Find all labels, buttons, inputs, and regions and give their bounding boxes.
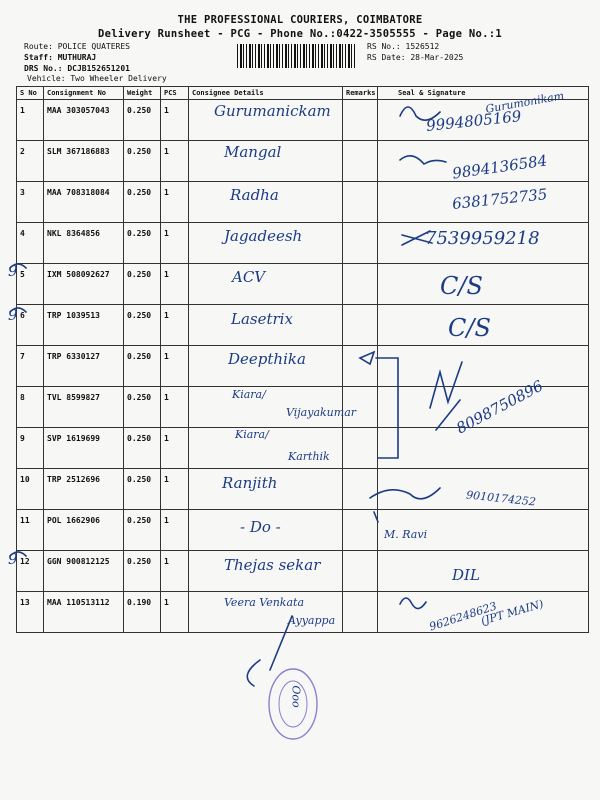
hw-name-8a: Kiara/: [232, 388, 266, 401]
table-row: [17, 510, 589, 551]
table-row: [17, 264, 589, 305]
row-consignment-no: MAA 110513112: [44, 592, 124, 633]
hw-name-12: Thejas sekar: [224, 556, 321, 574]
row-weight: 0.250: [124, 510, 161, 551]
row-pcs: 1: [161, 141, 189, 182]
runsheet-subtitle: Delivery Runsheet - PCG - Phone No.:0422-3505555 - Page No.:1: [98, 28, 502, 40]
row-consignment-no: TRP 6330127: [44, 346, 124, 387]
hw-phone-3: 6381752735: [451, 185, 549, 213]
row-weight: 0.250: [124, 387, 161, 428]
row-consignment-no: MAA 303057043: [44, 100, 124, 141]
row-pcs: 1: [161, 264, 189, 305]
row-signature: [378, 346, 589, 387]
row-pcs: 1: [161, 305, 189, 346]
col-sno: S No: [17, 87, 44, 100]
col-pcs: PCS: [161, 87, 189, 100]
row-remarks: [343, 223, 378, 264]
row-remarks: [343, 551, 378, 592]
row-consignment-no: TRP 1039513: [44, 305, 124, 346]
hw-margin-tick-6: 9: [8, 306, 18, 324]
row-weight: 0.250: [124, 305, 161, 346]
row-consignment-no: SVP 1619699: [44, 428, 124, 469]
staff-label: Staff: MUTHURAJ: [24, 53, 97, 62]
row-weight: 0.250: [124, 346, 161, 387]
row-sno: 11: [17, 510, 44, 551]
row-consignee-details: [189, 264, 343, 305]
drs-number: DRS No.: DCJB152651201: [24, 64, 130, 73]
rs-date: RS Date: 28-Mar-2025: [367, 53, 464, 62]
row-pcs: 1: [161, 100, 189, 141]
hw-name-9b: Karthik: [288, 450, 330, 463]
row-consignment-no: SLM 367186883: [44, 141, 124, 182]
row-weight: 0.250: [124, 264, 161, 305]
row-weight: 0.250: [124, 223, 161, 264]
row-weight: 0.250: [124, 100, 161, 141]
col-consignment: Consignment No: [44, 87, 124, 100]
row-sno: 5: [17, 264, 44, 305]
hw-name-13b: Ayyappa: [288, 614, 336, 627]
row-weight: 0.250: [124, 182, 161, 223]
hw-signature-dil: DIL: [452, 566, 480, 584]
hw-name-13a: Veera Venkata: [224, 596, 304, 609]
hw-name-6: Lasetrix: [231, 310, 293, 328]
row-consignment-no: TVL 8599827: [44, 387, 124, 428]
hw-name-3: Radha: [230, 186, 279, 204]
row-remarks: [343, 510, 378, 551]
pen-mark: [247, 660, 260, 686]
hw-name-9a: Kiara/: [235, 428, 269, 441]
row-pcs: 1: [161, 428, 189, 469]
row-remarks: [343, 100, 378, 141]
row-consignment-no: IXM 508092627: [44, 264, 124, 305]
row-remarks: [343, 305, 378, 346]
hw-signature-cs-1: C/S: [440, 272, 483, 300]
row-weight: 0.250: [124, 428, 161, 469]
row-sno: 3: [17, 182, 44, 223]
row-weight: 0.190: [124, 592, 161, 633]
row-sno: 7: [17, 346, 44, 387]
row-pcs: 1: [161, 387, 189, 428]
row-remarks: [343, 428, 378, 469]
hw-signature-1: Gurumonikam: [484, 89, 566, 116]
row-weight: 0.250: [124, 141, 161, 182]
row-remarks: [343, 592, 378, 633]
row-sno: 2: [17, 141, 44, 182]
hw-phone-8: 8098750896: [453, 376, 547, 438]
hw-phone-1: 9994805169: [425, 107, 523, 135]
company-title: THE PROFESSIONAL COURIERS, COIMBATORE: [177, 14, 423, 26]
hw-margin-tick-5: 9: [8, 262, 18, 280]
hw-signature-jpt: (JPT MAIN): [479, 597, 545, 628]
hw-signature-cs-2: C/S: [448, 314, 491, 342]
col-weight: Weight: [124, 87, 161, 100]
row-consignment-no: TRP 2512696: [44, 469, 124, 510]
col-signature: Seal & Signature: [378, 87, 589, 100]
row-sno: 9: [17, 428, 44, 469]
row-consignment-no: NKL 8364856: [44, 223, 124, 264]
row-remarks: [343, 346, 378, 387]
barcode: [237, 44, 357, 68]
col-consignee: Consignee Details: [189, 87, 343, 100]
col-remarks: Remarks: [343, 87, 378, 100]
vehicle-label: Vehicle: Two Wheeler Delivery: [27, 74, 167, 83]
row-remarks: [343, 264, 378, 305]
hw-name-2: Mangal: [224, 143, 282, 161]
row-remarks: [343, 141, 378, 182]
row-sno: 8: [17, 387, 44, 428]
stamp-text: Ooo: [289, 685, 303, 708]
hw-name-11: - Do -: [240, 518, 281, 536]
row-pcs: 1: [161, 510, 189, 551]
hw-name-10: Ranjith: [222, 474, 278, 492]
row-weight: 0.250: [124, 551, 161, 592]
hw-signature-ravi: M. Ravi: [384, 528, 428, 541]
row-consignment-no: POL 1662906: [44, 510, 124, 551]
hw-name-5: ACV: [232, 268, 266, 286]
row-signature: [378, 428, 589, 469]
row-sno: 13: [17, 592, 44, 633]
hw-name-4: Jagadeesh: [224, 227, 303, 245]
row-sno: 1: [17, 100, 44, 141]
row-remarks: [343, 182, 378, 223]
table-header-row: [17, 87, 589, 100]
row-pcs: 1: [161, 346, 189, 387]
row-sno: 4: [17, 223, 44, 264]
row-consignment-no: GGN 900812125: [44, 551, 124, 592]
row-pcs: 1: [161, 551, 189, 592]
hw-name-8b: Vijayakumar: [286, 406, 357, 419]
hw-phone-2: 9894136584: [451, 151, 549, 183]
row-sno: 6: [17, 305, 44, 346]
hw-phone-13: 9626248623: [427, 599, 499, 634]
row-signature: [378, 469, 589, 510]
row-pcs: 1: [161, 592, 189, 633]
row-pcs: 1: [161, 469, 189, 510]
hw-phone-4: 7539959218: [425, 228, 540, 249]
row-signature: [378, 264, 589, 305]
row-weight: 0.250: [124, 469, 161, 510]
hw-phone-11: 9010174252: [465, 488, 537, 509]
table-row: [17, 305, 589, 346]
hw-name-1: Gurumanickam: [214, 102, 331, 120]
row-consignment-no: MAA 708318084: [44, 182, 124, 223]
hw-margin-tick-12: 9: [8, 550, 18, 568]
row-sno: 12: [17, 551, 44, 592]
row-pcs: 1: [161, 182, 189, 223]
row-signature: [378, 551, 589, 592]
rs-number: RS No.: 1526512: [367, 42, 440, 51]
hw-name-7: Deepthika: [228, 350, 306, 368]
row-remarks: [343, 469, 378, 510]
route-label: Route: POLICE QUATERES: [24, 42, 130, 51]
row-sno: 10: [17, 469, 44, 510]
row-pcs: 1: [161, 223, 189, 264]
